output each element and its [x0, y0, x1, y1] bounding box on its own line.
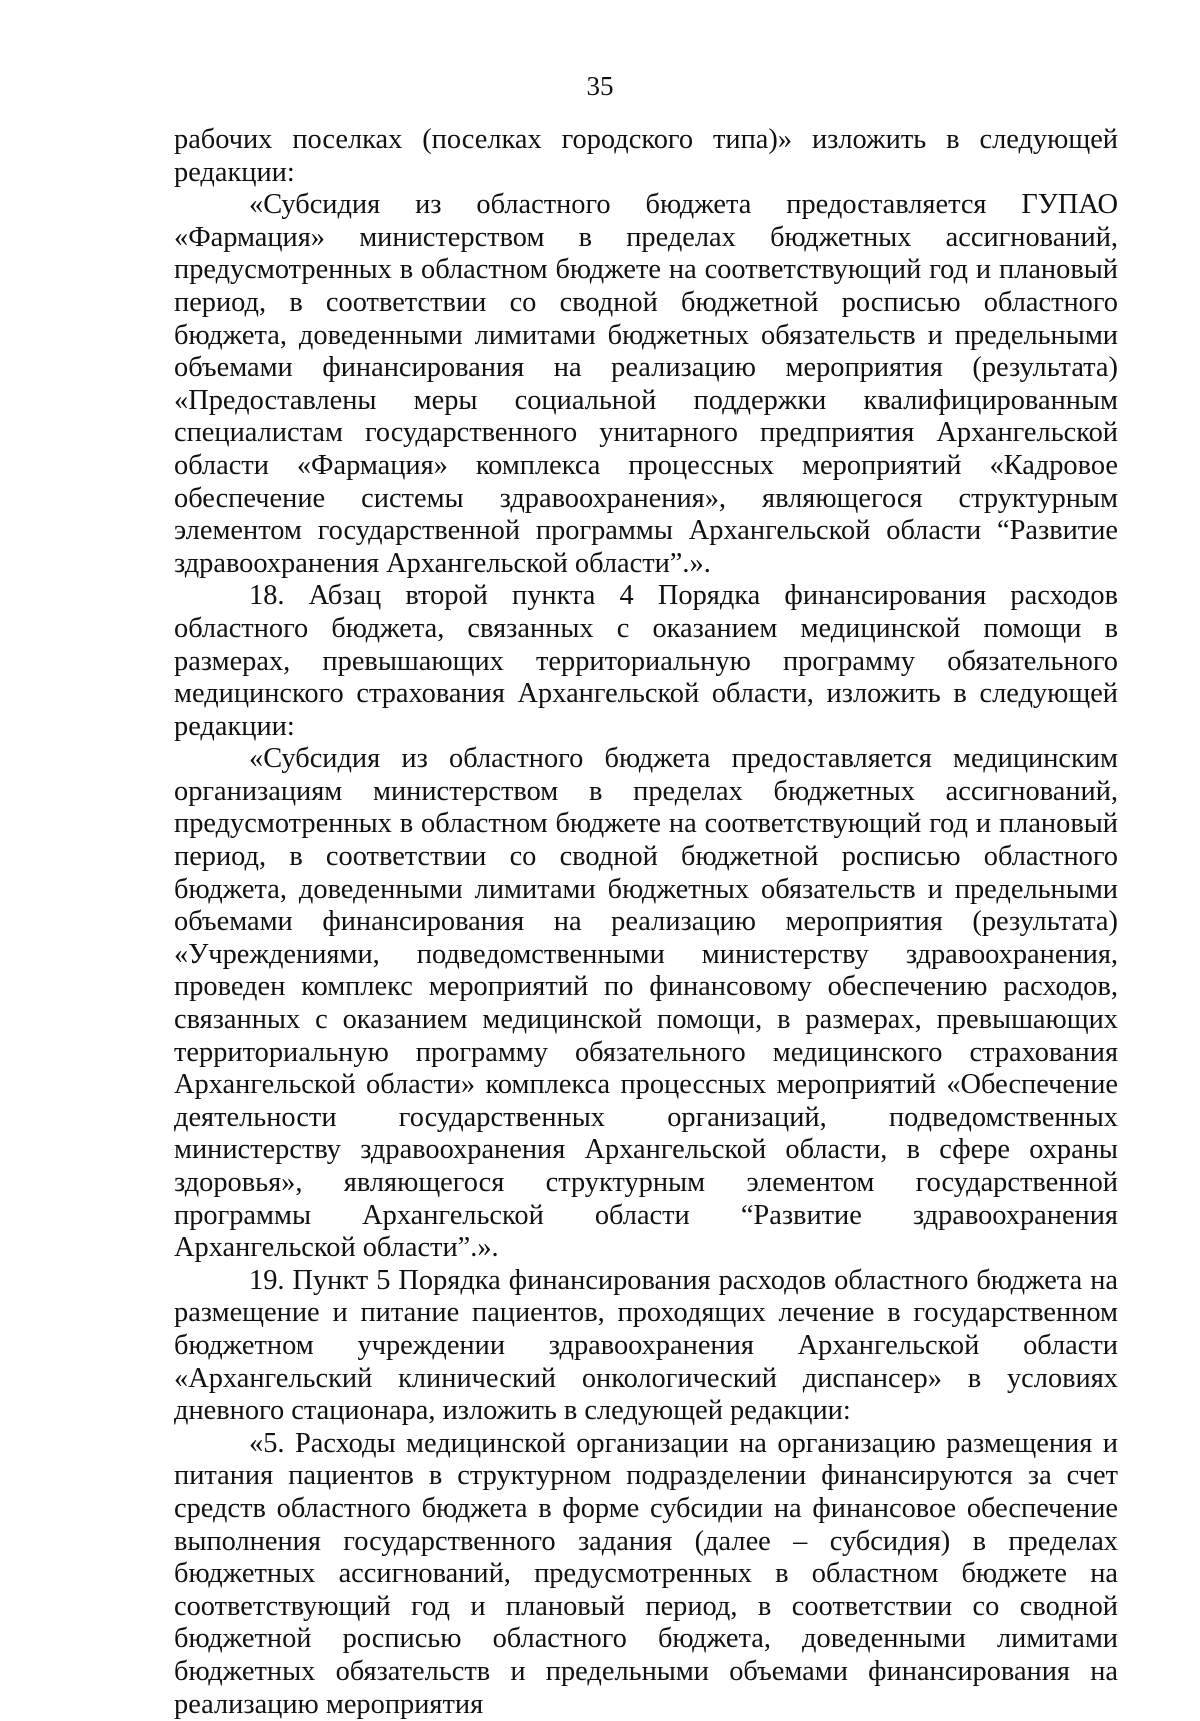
paragraph-quote-item-5: «5. Расходы медицинской организации на организацию размещения и питания пациентов в структурном подразделении финансируются за счет средств областного бюджета в форме субсидии на финансовое обеспечение выполнения государственного задания (далее – субсидия) в пределах бюджетных ассигнований, предусмотренных в областном бюджете на соответствующий год и плановый период, в соответствии со сводной бюджетной росписью областного бюджета, доведенными лимитами бюджетных обязательств и предельными объемами финансирования на реализацию мероприятия	[174, 1427, 1118, 1720]
paragraph-quote-subsidy-farmatsiya: «Субсидия из областного бюджета предоставляется ГУПАО «Фармация» министерством в пределах бюджетных ассигнований, предусмотренных в областном бюджете на соответствующий год и плановый период, в соответствии со сводной бюджетной росписью областного бюджета, доведенными лимитами бюджетных обязательств и предельными объемами финансирования на реализацию мероприятия (результата) «Предоставлены меры социальной поддержки квалифицированным специалистам государственного унитарного предприятия Архангельской области «Фармация» комплекса процессных мероприятий «Кадровое обеспечение системы здравоохранения», являющегося структурным элементом государственной программы Архангельской области “Развитие здравоохранения Архангельской области”.».	[174, 189, 1118, 579]
document-body	[174, 124, 1118, 1721]
page-number: 35	[586, 71, 614, 101]
paragraph-quote-subsidy-medical: «Субсидия из областного бюджета предоставляется медицинским организациям министерством в пределах бюджетных ассигнований, предусмотренных в областном бюджете на соответствующий год и плановый период, в соответствии со сводной бюджетной росписью областного бюджета, доведенными лимитами бюджетных обязательств и предельными объемами финансирования на реализацию мероприятия (результата) «Учреждениями, подведомственными министерству здравоохранения, проведен комплекс мероприятий по финансовому обеспечению расходов, связанных с оказанием медицинской помощи, в размерах, превышающих территориальную программу обязательного медицинского страхования Архангельской области» комплекса процессных мероприятий «Обеспечение деятельности государственных организаций, подведомственных министерству здравоохранения Архангельской области, в сфере охраны здоровья», являющегося структурным элементом государственной программы Архангельской области “Развитие здравоохранения Архангельской области”.».	[174, 743, 1118, 1264]
paragraph-item-18: 18. Абзац второй пункта 4 Порядка финансирования расходов областного бюджета, связанных с оказанием медицинской помощи в размерах, превышающих территориальную программу обязательного медицинского страхования Архангельской области, изложить в следующей редакции:	[174, 580, 1118, 742]
paragraph-continuation: рабочих поселках (поселках городского типа)» изложить в следующей редакции:	[174, 124, 1118, 188]
paragraph-item-19: 19. Пункт 5 Порядка финансирования расходов областного бюджета на размещение и питание пациентов, проходящих лечение в государственном бюджетном учреждении здравоохранения Архангельской области «Архангельский клинический онкологический диспансер» в условиях дневного стационара, изложить в следующей редакции:	[174, 1264, 1118, 1427]
